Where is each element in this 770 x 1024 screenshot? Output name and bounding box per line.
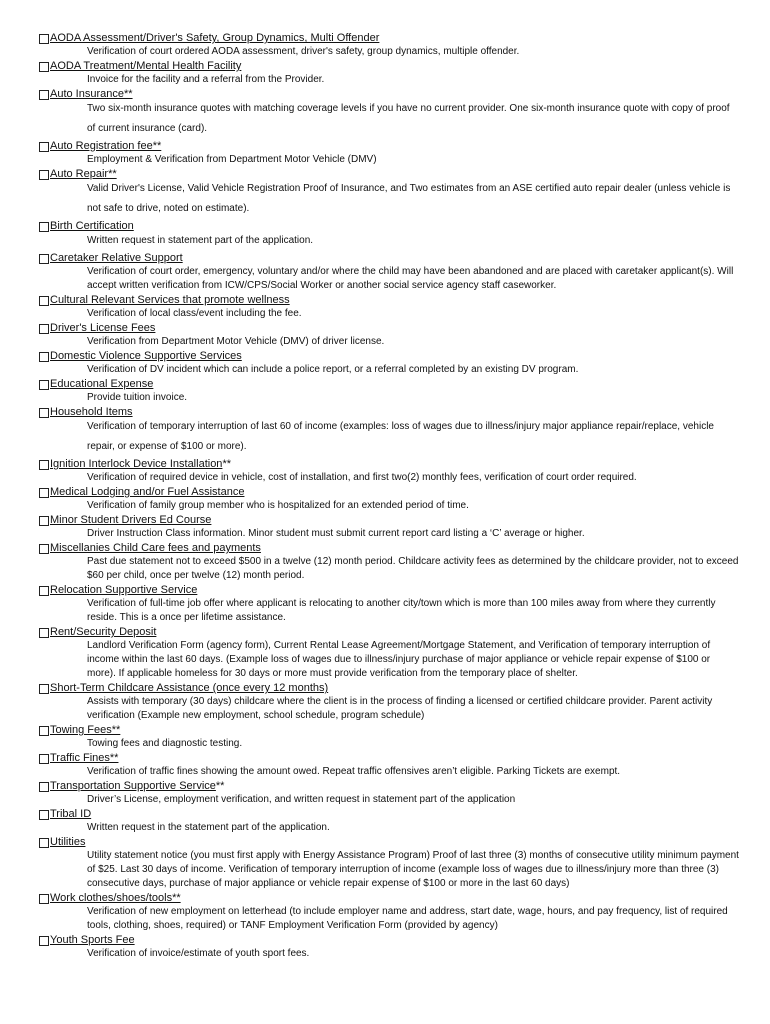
list-item: [39, 251, 739, 293]
list-item: [39, 457, 739, 485]
item-description: Two six-month insurance quotes with matching coverage levels if you have no current provider. One six-month insurance quote with copy of proof of current insurance (card).: [87, 103, 730, 134]
list-item: [39, 87, 739, 139]
item-title: Auto Insurance**: [50, 88, 133, 100]
item-title: Driver's License Fees: [50, 322, 156, 334]
item-title: Tribal ID: [50, 808, 92, 820]
item-description: Verification of invoice/estimate of youth sport fees.: [87, 948, 310, 959]
list-item: [39, 59, 739, 87]
list-item: [39, 933, 739, 961]
checkbox[interactable]: [39, 296, 49, 306]
item-description: Verification of court ordered AODA assessment, driver's safety, group dynamics, multiple offender.: [87, 46, 520, 57]
list-item: [39, 31, 739, 59]
list-item: [39, 681, 739, 723]
item-title: Domestic Violence Supportive Services: [50, 350, 242, 362]
list-item: [39, 293, 739, 321]
list-item: [39, 723, 739, 751]
item-description: Invoice for the facility and a referral from the Provider.: [87, 74, 325, 85]
item-title: Relocation Supportive Service: [50, 584, 198, 596]
item-title: AODA Assessment/Driver's Safety, Group Dynamics, Multi Offender: [50, 32, 380, 44]
item-title: Ignition Interlock Device Installation: [50, 458, 223, 470]
list-item: [39, 513, 739, 541]
item-description: Verification of temporary interruption of last 60 of income (examples: loss of wages due to illness/injury major appliance repair/replace, vehicle repair, or expense of $100 or more).: [87, 421, 714, 452]
list-item: [39, 583, 739, 625]
list-item: [39, 405, 739, 457]
item-title: Auto Registration fee**: [50, 140, 162, 152]
checkbox[interactable]: [39, 586, 49, 596]
checkbox[interactable]: [39, 782, 49, 792]
item-description: Verification of traffic fines showing the amount owed. Repeat traffic offensives aren’t eligible. Parking Tickets are exempt.: [87, 766, 621, 777]
list-item: [39, 779, 739, 807]
checkbox[interactable]: [39, 838, 49, 848]
item-title-suffix: **: [222, 458, 231, 470]
checkbox[interactable]: [39, 142, 49, 152]
list-item: [39, 625, 739, 681]
item-description: Verification from Department Motor Vehicle (DMV) of driver license.: [87, 336, 385, 347]
checkbox[interactable]: [39, 628, 49, 638]
list-item: [39, 167, 739, 219]
item-description: Landlord Verification Form (agency form), Current Rental Lease Agreement/Mortgage Statement, and Verification of temporary interruption of income within the last 60 days. (Example loss of wages due to illness/injury purchase of major appliance or vehicle repair expense of $100 or more). If applicable homeless for 30 days or more must provide verification from the temporary place of shelter.: [87, 640, 711, 679]
item-description: Verification of required device in vehicle, cost of installation, and first two(2) monthly fees, verification of court order required.: [87, 472, 637, 483]
checkbox[interactable]: [39, 488, 49, 498]
item-title: Cultural Relevant Services that promote wellness: [50, 294, 290, 306]
item-title: Miscellanies Child Care fees and payments: [50, 542, 261, 554]
checkbox[interactable]: [39, 936, 49, 946]
checkbox[interactable]: [39, 62, 49, 72]
checkbox[interactable]: [39, 408, 49, 418]
list-item: [39, 751, 739, 779]
item-title: Towing Fees**: [50, 724, 121, 736]
item-title: Medical Lodging and/or Fuel Assistance: [50, 486, 245, 498]
checkbox[interactable]: [39, 544, 49, 554]
list-item: [39, 485, 739, 513]
item-description: Assists with temporary (30 days) childcare where the client is in the process of finding a licensed or certified childcare provider. Parent activity verification (Example new employment, school schedule, program schedule): [87, 696, 713, 721]
item-description: Verification of family group member who is hospitalized for an extended period of time.: [87, 500, 469, 511]
checkbox[interactable]: [39, 254, 49, 264]
item-description: Verification of local class/event including the fee.: [87, 308, 302, 319]
item-title: Traffic Fines**: [50, 752, 119, 764]
list-item: [39, 891, 739, 933]
item-title: Auto Repair**: [50, 168, 117, 180]
list-item: [39, 807, 739, 835]
checkbox[interactable]: [39, 90, 49, 100]
checkbox[interactable]: [39, 380, 49, 390]
item-title-suffix: **: [215, 780, 225, 792]
item-description: Driver Instruction Class information. Minor student must submit current report card listing a ‘C’ average or higher.: [87, 528, 585, 539]
checkbox[interactable]: [39, 170, 49, 180]
item-description: Written request in the statement part of the application.: [87, 822, 330, 833]
checkbox[interactable]: [39, 222, 49, 232]
item-description: Utility statement notice (you must first apply with Energy Assistance Program) Proof of last three (3) months of consecutive utility minimum payment of $25. Last 30 days of income. Verification of temporary interruption of income (example loss of wages due to illness/injury more than three (3) consecutive days, purchase of major appliance or vehicle repair expense of $100 or more in the last 60 days): [87, 850, 739, 889]
checkbox[interactable]: [39, 684, 49, 694]
item-title: Youth Sports Fee: [50, 934, 135, 946]
item-description: Employment & Verification from Department Motor Vehicle (DMV): [87, 154, 377, 165]
list-item: [39, 377, 739, 405]
checkbox[interactable]: [39, 34, 49, 44]
checkbox[interactable]: [39, 352, 49, 362]
item-description: Verification of full-time job offer where applicant is relocating to another city/town which is more than 100 miles away from where they currently reside. This is a once per lifetime assistance.: [87, 598, 716, 623]
item-title: Transportation Supportive Service: [50, 780, 216, 792]
item-title: Short-Term Childcare Assistance (once every 12 months): [50, 682, 329, 694]
item-description: Written request in statement part of the application.: [87, 235, 314, 246]
list-item: [39, 139, 739, 167]
checkbox[interactable]: [39, 516, 49, 526]
item-description: Verification of court order, emergency, voluntary and/or where the child may have been abandoned and are placed with caretaker applicant(s). Will accept written verification from ICW/CPS/Social Worker or another social service agency staff caseworker.: [87, 266, 734, 291]
checkbox[interactable]: [39, 324, 49, 334]
item-description: Verification of new employment on letterhead (to include employer name and address, start date, wage, hours, and pay frequency, list of required tools, clothing, shoes, required) or TANF Employment Verification Form (provided by agency): [87, 906, 728, 931]
checkbox[interactable]: [39, 460, 49, 470]
item-title: Rent/Security Deposit: [50, 626, 157, 638]
checkbox[interactable]: [39, 810, 49, 820]
checkbox[interactable]: [39, 894, 49, 904]
item-description: Past due statement not to exceed $500 in a twelve (12) month period. Childcare activity fees as determined by the childcare provider, not to exceed $60 per child, once per twelve (12) month period.: [87, 556, 739, 581]
item-title: AODA Treatment/Mental Health Facility: [50, 60, 242, 72]
list-item: [39, 835, 739, 891]
item-title: Work clothes/shoes/tools**: [50, 892, 181, 904]
item-description: Valid Driver's License, Valid Vehicle Registration Proof of Insurance, and Two estimates from an ASE certified auto repair dealer (unless vehicle is not safe to drive, noted on estimate).: [87, 183, 731, 214]
list-item: [39, 541, 739, 583]
list-item: [39, 219, 739, 251]
checkbox[interactable]: [39, 754, 49, 764]
item-title: Birth Certification: [50, 220, 134, 232]
requirements-list: [39, 31, 739, 961]
item-title: Utilities: [50, 836, 86, 848]
item-title: Household Items: [50, 406, 133, 418]
item-title: Educational Expense: [50, 378, 154, 390]
list-item: [39, 321, 739, 349]
item-title: Caretaker Relative Support: [50, 252, 183, 264]
item-title: Minor Student Drivers Ed Course: [50, 514, 212, 526]
item-description: Provide tuition invoice.: [87, 392, 188, 403]
item-description: Driver’s License, employment verification, and written request in statement part of the application: [87, 794, 516, 805]
list-item: [39, 349, 739, 377]
item-description: Towing fees and diagnostic testing.: [87, 738, 243, 749]
checkbox[interactable]: [39, 726, 49, 736]
item-description: Verification of DV incident which can include a police report, or a referral completed by an existing DV program.: [87, 364, 579, 375]
